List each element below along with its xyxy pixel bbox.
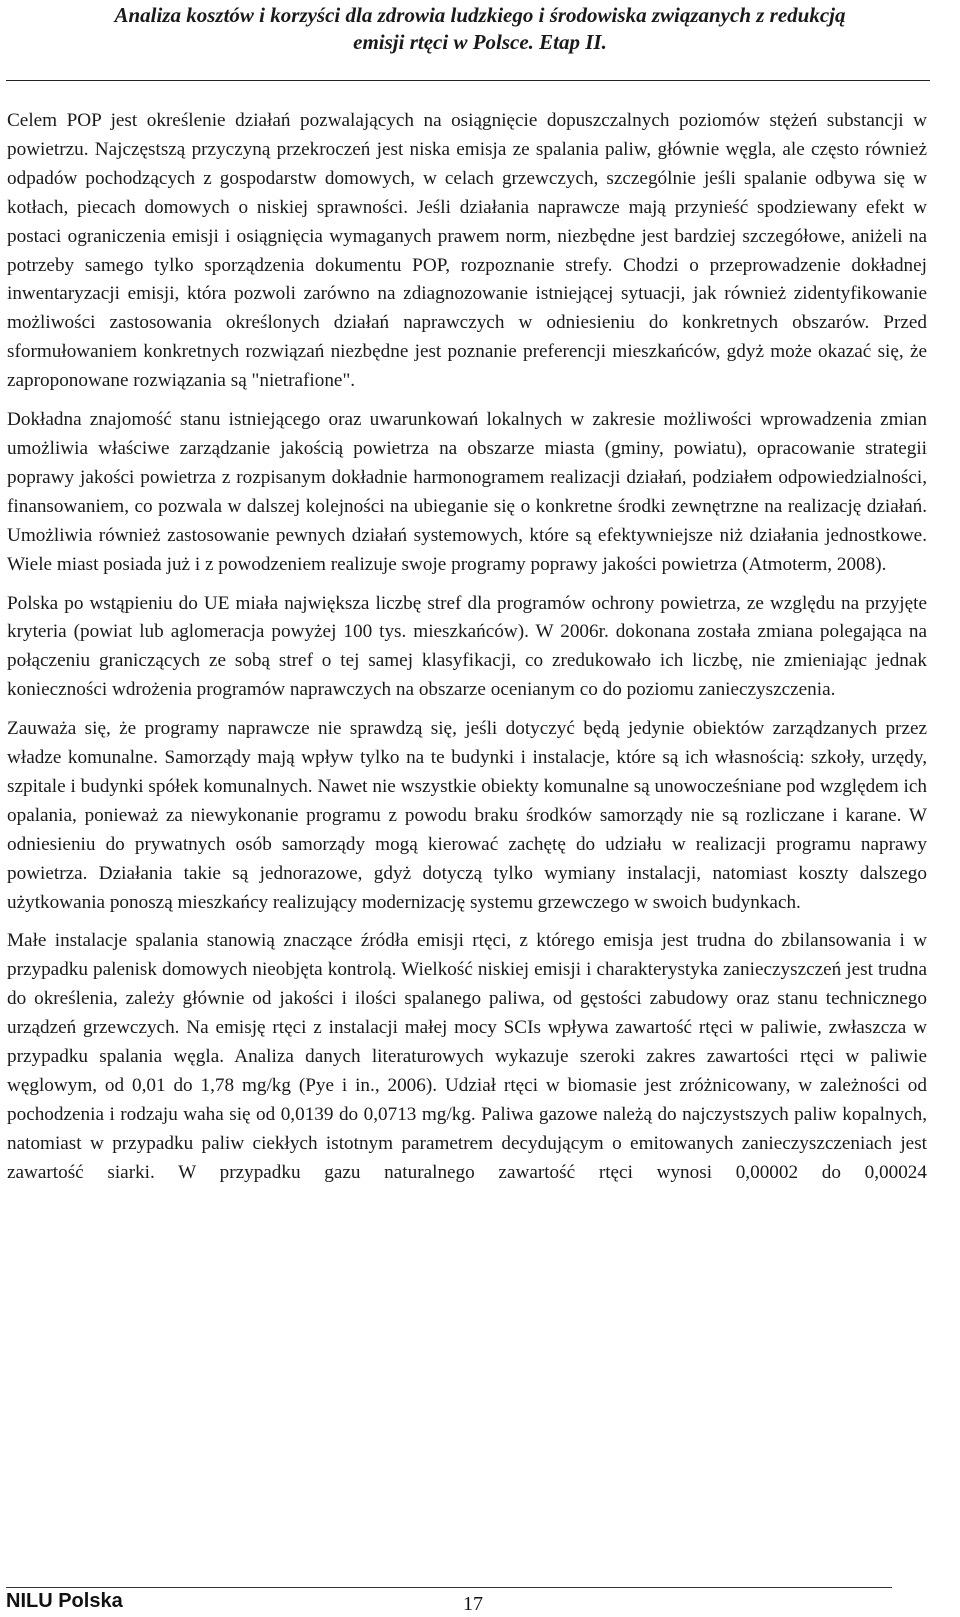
footer-divider <box>6 1587 892 1588</box>
paragraph-small-combustion: Małe instalacje spalania stanowią znaczące źródła emisji rtęci, z którego emisja jest trudna do zbilansowania i w przypadku palenisk domowych nieobjęta kontrolą. Wielkość niskiej emisji i charakterystyka zanieczyszczeń jest trudna do określenia, zależy głównie od jakości i ilości spalanego paliwa, od gęstości zabudowy oraz stanu technicznego urządzeń grzewczych. Na emisję rtęci z instalacji małej mocy SCIs wpływa zawartość rtęci w paliwie, zwłaszcza w przypadku spalania węgla. Analiza danych literaturowych wykazuje szeroki zakres zawartości rtęci w paliwie węglowym, od 0,01 do 1,78 mg/kg (Pye i in., 2006). Udział rtęci w biomasie jest zróżnicowany, w zależności od pochodzenia i rodzaju waha się od 0,0139 do 0,0713 mg/kg. Paliwa gazowe należą do najczystszych paliw kopalnych, natomiast w przypadku paliw ciekłych istotnym parametrem decydującym o emitowanych zanieczyszczeniach jest zawartość siarki. W przypadku gazu naturalnego zawartość rtęci wynosi 0,00002 do 0,00024 <box>7 930 927 1183</box>
paragraph-local-conditions: Dokładna znajomość stanu istniejącego oraz uwarunkowań lokalnych w zakresie możliwości wprowadzenia zmian umożliwia właściwe zarządzanie jakością powietrza na obszarze miasta (gminy, powiatu), opracowanie strategii poprawy jakości powietrza z rozpisanym dokładnie harmonogramem realizacji działań, podziałem odpowiedzialności, finansowaniem, co pozwala w dalszej kolejności na ubieganie się o konkretne środki zewnętrzne na realizację działań. Umożliwia również zastosowanie pewnych działań systemowych, które są efektywniejsze niż działania jednostkowe. Wiele miast posiada już i z powodzeniem realizuje swoje programy poprawy jakości powietrza (Atmoterm, 2008). <box>7 409 927 575</box>
paragraph-municipal-programs: Zauważa się, że programy naprawcze nie sprawdzą się, jeśli dotyczyć będą jedynie obiektów zarządzanych przez władze komunalne. Samorządy mają wpływ tylko na te budynki i instalacje, które są ich własnością: szkoły, urzędy, szpitale i budynki spółek komunalnych. Nawet nie wszystkie obiekty komunalne są unowocześniane pod względem ich opalania, ponieważ za niewykonanie programu z powodu braku środków samorządy nie są rozliczane i karane. W odniesieniu do prywatnych osób samorządy mogą kierować zachętę do udziału w realizacji programu naprawy powietrza. Działania takie są jednorazowe, gdyż dotyczą tylko wymiany instalacji, natomiast koszty dalszego użytkowania ponoszą mieszkańcy realizujący modernizację systemu grzewczego w swoich budynkach. <box>7 718 927 913</box>
header-divider <box>6 80 930 81</box>
paragraph-eu-zones: Polska po wstąpieniu do UE miała największa liczbę stref dla programów ochrony powietrza, ze względu na przyjęte kryteria (powiat lub aglomeracja powyżej 100 tys. mieszkańców). W 2006r. dokonana została zmiana polegająca na połączeniu graniczących ze sobą stref o tej samej klasyfikacji, co zredukowało ich liczbę, nie zmieniając jednak konieczności wdrożenia programów naprawczych na obszarze ocenianym co do poziomu zanieczyszczenia. <box>7 592 927 701</box>
page-number: 17 <box>463 1593 483 1615</box>
body-text <box>7 107 927 1198</box>
paragraph-pop-goals: Celem POP jest określenie działań pozwalających na osiągnięcie dopuszczalnych poziomów stężeń substancji w powietrzu. Najczęstszą przyczyną przekroczeń jest niska emisja ze spalania paliw, głównie węgla, ale często również odpadów pochodzących z gospodarstw domowych, w celach grzewczych, szczególnie jeśli spalanie odbywa się w kotłach, piecach domowych o niskiej sprawności. Jeśli działania naprawcze mają przynieść spodziewany efekt w postaci ograniczenia emisji i osiągnięcia wymaganych prawem norm, niezbędne jest bardziej szczegółowe, aniżeli na potrzeby samego tylko sporządzenia dokumentu POP, rozpoznanie strefy. Chodzi o przeprowadzenie dokładnej inwentaryzacji emisji, która pozwoli zarówno na zdiagnozowanie istniejącej sytuacji, jak również zidentyfikowanie możliwości zastosowania określonych działań naprawczych w odniesieniu do konkretnych obszarów. Przed sformułowaniem konkretnych rozwiązań niezbędne jest poznanie preferencji mieszkańców, gdyż może okazać się, że zaproponowane rozwiązania są "nietrafione". <box>7 110 927 392</box>
header-title-line-2: emisji rtęci w Polsce. Etap II. <box>353 30 607 54</box>
running-header <box>0 0 960 56</box>
footer-organization: NILU Polska <box>6 1590 123 1612</box>
header-title-line-1: Analiza kosztów i korzyści dla zdrowia ludzkiego i środowiska związanych z redukcją <box>114 3 846 27</box>
